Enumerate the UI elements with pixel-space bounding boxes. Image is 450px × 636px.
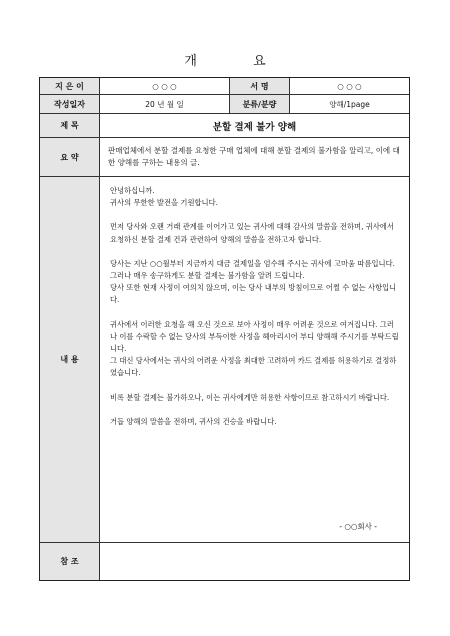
paragraph: 귀사에서 이러한 요청을 해 오신 것으로 보아 사정이 매우 어려운 것으로 여겨집니다. 그러나 이를 수락할 수 없는 당사의 부득이한 사정을 헤아리시어 부디 양해해 주시기를 부탁드립니다. 그 대신 당사에서는 귀사의 어려운 사정을 최대한 고려하여 카드 결제를 허용하기로 결정하였습니다. xyxy=(110,319,399,378)
summary-label: 요 약 xyxy=(40,138,100,176)
author-value: ○ ○ ○ xyxy=(100,78,230,94)
signature-value: ○ ○ ○ xyxy=(337,81,362,91)
subject-value: 분할 결제 불가 양해 xyxy=(212,121,297,133)
document-title: 개 요 xyxy=(184,54,292,69)
reference-value xyxy=(100,543,409,580)
subject-label: 제 목 xyxy=(40,114,100,137)
paragraph: 거듭 양해의 말씀을 전하며, 귀사의 건승을 바랍니다. xyxy=(110,416,277,426)
paragraph: 안녕하십니까. 귀사의 무한한 발전을 기원합니다. xyxy=(110,186,218,208)
date-label: 작성일자 xyxy=(40,95,100,113)
subject-row xyxy=(40,114,409,138)
date-value: 20 년 월 일 xyxy=(100,95,230,113)
reference-label: 참 조 xyxy=(40,543,100,580)
author-label: 지 은 이 xyxy=(40,78,100,94)
company-signature: - ○○회사 - xyxy=(339,522,377,531)
content-row xyxy=(40,177,409,543)
author-row xyxy=(40,78,409,95)
paragraph: 비록 분할 결제는 불가하오나, 이는 귀사에게만 허용한 사항이므로 참고하시기 바랍니다. xyxy=(110,392,390,402)
paragraph: 당사는 지난 ○○월부터 지금까지 대금 결제일을 엄수해 주시는 귀사에 고마움 따름입니다. 그러나 매우 송구하게도 분할 결제는 불가함을 알려 드립니다. 당사 또한 현재 사정이 여의치 않으며, 이는 당사 내부의 방침이므로 어쩔 수 없는 사항입니다. xyxy=(110,258,397,305)
content-body xyxy=(100,177,409,542)
category-value: 양해/1page xyxy=(329,99,370,109)
reference-row xyxy=(40,543,409,580)
category-label: 분류/분량 xyxy=(230,95,290,113)
date-row xyxy=(40,95,409,114)
document-form xyxy=(39,77,410,581)
summary-row xyxy=(40,138,409,177)
letter-text xyxy=(110,185,399,440)
summary-value: 판매업체에서 분할 결제를 요청한 구매 업체에 대해 분할 결제의 불가함을 알리고, 이에 대한 양해를 구하는 내용의 글. xyxy=(108,146,400,167)
signature-label: 서 명 xyxy=(230,78,290,94)
content-label: 내 용 xyxy=(40,177,100,542)
paragraph: 먼저 당사와 오랜 거래 관계를 이어가고 있는 귀사에 대해 감사의 말씀을 전하며, 귀사에서 요청하신 분할 결제 건과 관련하여 양해의 말씀을 전하고자 합니다. xyxy=(110,222,394,244)
